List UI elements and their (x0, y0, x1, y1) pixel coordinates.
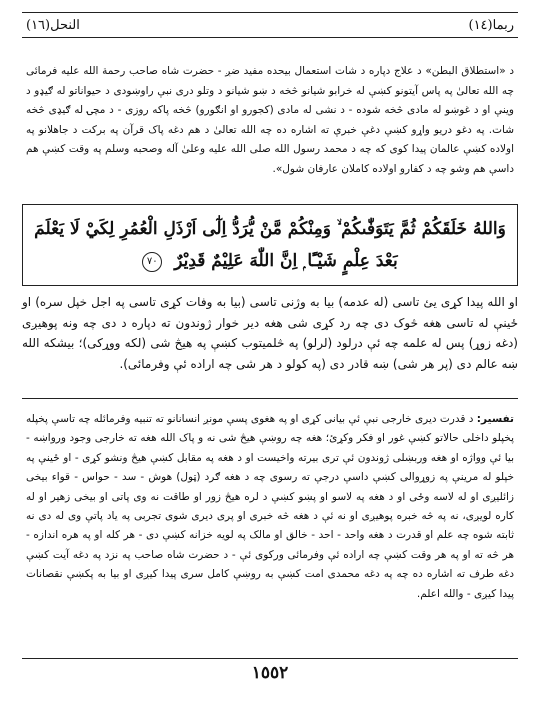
footnote-section (26, 62, 514, 180)
quran-verse-box (22, 204, 518, 286)
header-surah: النحل(١٦) (26, 17, 80, 33)
translation-section (22, 292, 518, 374)
footnote-text: د «استطلاق البطن» د علاج دپاره د شات استعمال بیحده مفید ضږ - حضرت شاه صاحب رحمة الله علیه فرمائی چه الله تعالیٰ په پاس آیتونو کښې له خرابو شیانو څخه د ښو شیانو د وتلو دری نبې راوښودی د حیواناتو له ګیډو د وینې او د غوښو له مادی څخه شوده - د نشی له مادی (کجورو او انګورو) څخه پاکه روزی - د مچۍ له ګیډی څخه شات. په دغو دریو واړو کښې دغې خبرې ته اشاره ده چه الله تعالیٰ د هم دغه پاک قرآن په برکت د جاهلانو په اولاده کښې عالمان پیدا کوی که چه د محمد رسول الله صلی الله علیه وعلیٰ آله وصحبه وسلم په وقت کښې هم داسې هم وشو چه د کفارو اولاده کاملان عارفان شول». (26, 65, 514, 175)
page-header (22, 12, 518, 38)
tafsir-label: تفسیر: (476, 413, 514, 425)
quran-line-2-text: بَعْدَ عِلْمٍ شَيْـًٔا ۭ اِنَّ اللّٰهَ عَلِيْمٌ قَدِيْرٌ (174, 251, 398, 271)
page-number: ١٥٥٢ (251, 663, 289, 683)
section-divider (22, 398, 518, 399)
quran-line-2 (142, 245, 397, 277)
header-juz: ربما(١٤) (468, 17, 514, 33)
tafsir-paragraph (26, 410, 514, 604)
footer-divider (22, 658, 518, 659)
verse-end-marker: ٧٠ (142, 252, 162, 272)
translation-text: او الله پیدا کړی یئ تاسی (له عدمه) بیا به وژنی تاسی (بیا به وفات کړی تاسی په اجل خپل سره) او ځینې له تاسی هغه څوک دی چه رد کړی شی هغه دیر خوار ژوندون ته دپاره د دی چه ونه پوهیږی (دغه زوړ) پس له علمه چه ئې درلود (لرلو) په څلمیتوب کښې په هیڅ شی (لکه ووړکی)؛ بیشکه الله ښه عالم دی (پر هر شی) ښه قادر دی (په کولو د هر شی چه اراده ئې وفرمائی). (22, 295, 518, 371)
quran-line-1: وَاللهُ خَلَقَكُمْ ثُمَّ يَتَوَفّٰىكُمْ ۙ وَمِنْكُمْ مَّنْ يُّرَدُّ اِلٰٓى اَرْذَلِ الْعُمُرِ لِكَيْ لَا يَعْلَمَ (34, 219, 506, 239)
tafsir-section (26, 410, 514, 604)
tafsir-text: د قدرت دیری خارجی نبې ئې بیانی کړی او په هغوی پسې مونږ انسانانو ته تنبیه وفرمائله چه تاسې پخپله پخپلو داخلی حالاتو کښې غور او فکر وکړئ؛ هغه چه روښې هیڅ شی نه و پاک الله هغه ته خارجی وجود ورواښه - بیا ئې وواژه او هغه وربښلی ژوندون ئې تری بیرته واخیست او د هغه په مقابل کښې هیڅ ونشو کړی - او ځینې په خپلو له مرینې په زوړوالی کښې داسې درجې ته رسوی چه د هغه ګرد (ټول) هوش - سد - حواس - قواء بیخی زائلیږی او له لاسه وځی او د هغه په لاسو او پښو کښې د لره هیڅ زور او طاقت نه وی پاتی او بیخی زهیر او له کاره لویږی، نه په څه خبره پوهیږی او نه ئې د هغه څه خبری او پری دیری شوی تجربی په یاد پاتې وی له دی نه ثابته شوه چه علم او قدرت د هغه واحد - احد - خالق او مالک په لویه خزانه کښې دی - هر کله او په هره اندازه - هر څه ته او په هر وقت کښې چه اراده ئې وفرمائی ورکوی ئې - د حضرت شاه صاحب په نزد په دغه آیت کښې دغه طرف ته اشاره ده چه په دغه محمدی امت کښې به روښې کامل سری پیدا کیږی او بیا به پکښې نقصانات پیدا کیږی - والله اعلم. (26, 413, 514, 600)
